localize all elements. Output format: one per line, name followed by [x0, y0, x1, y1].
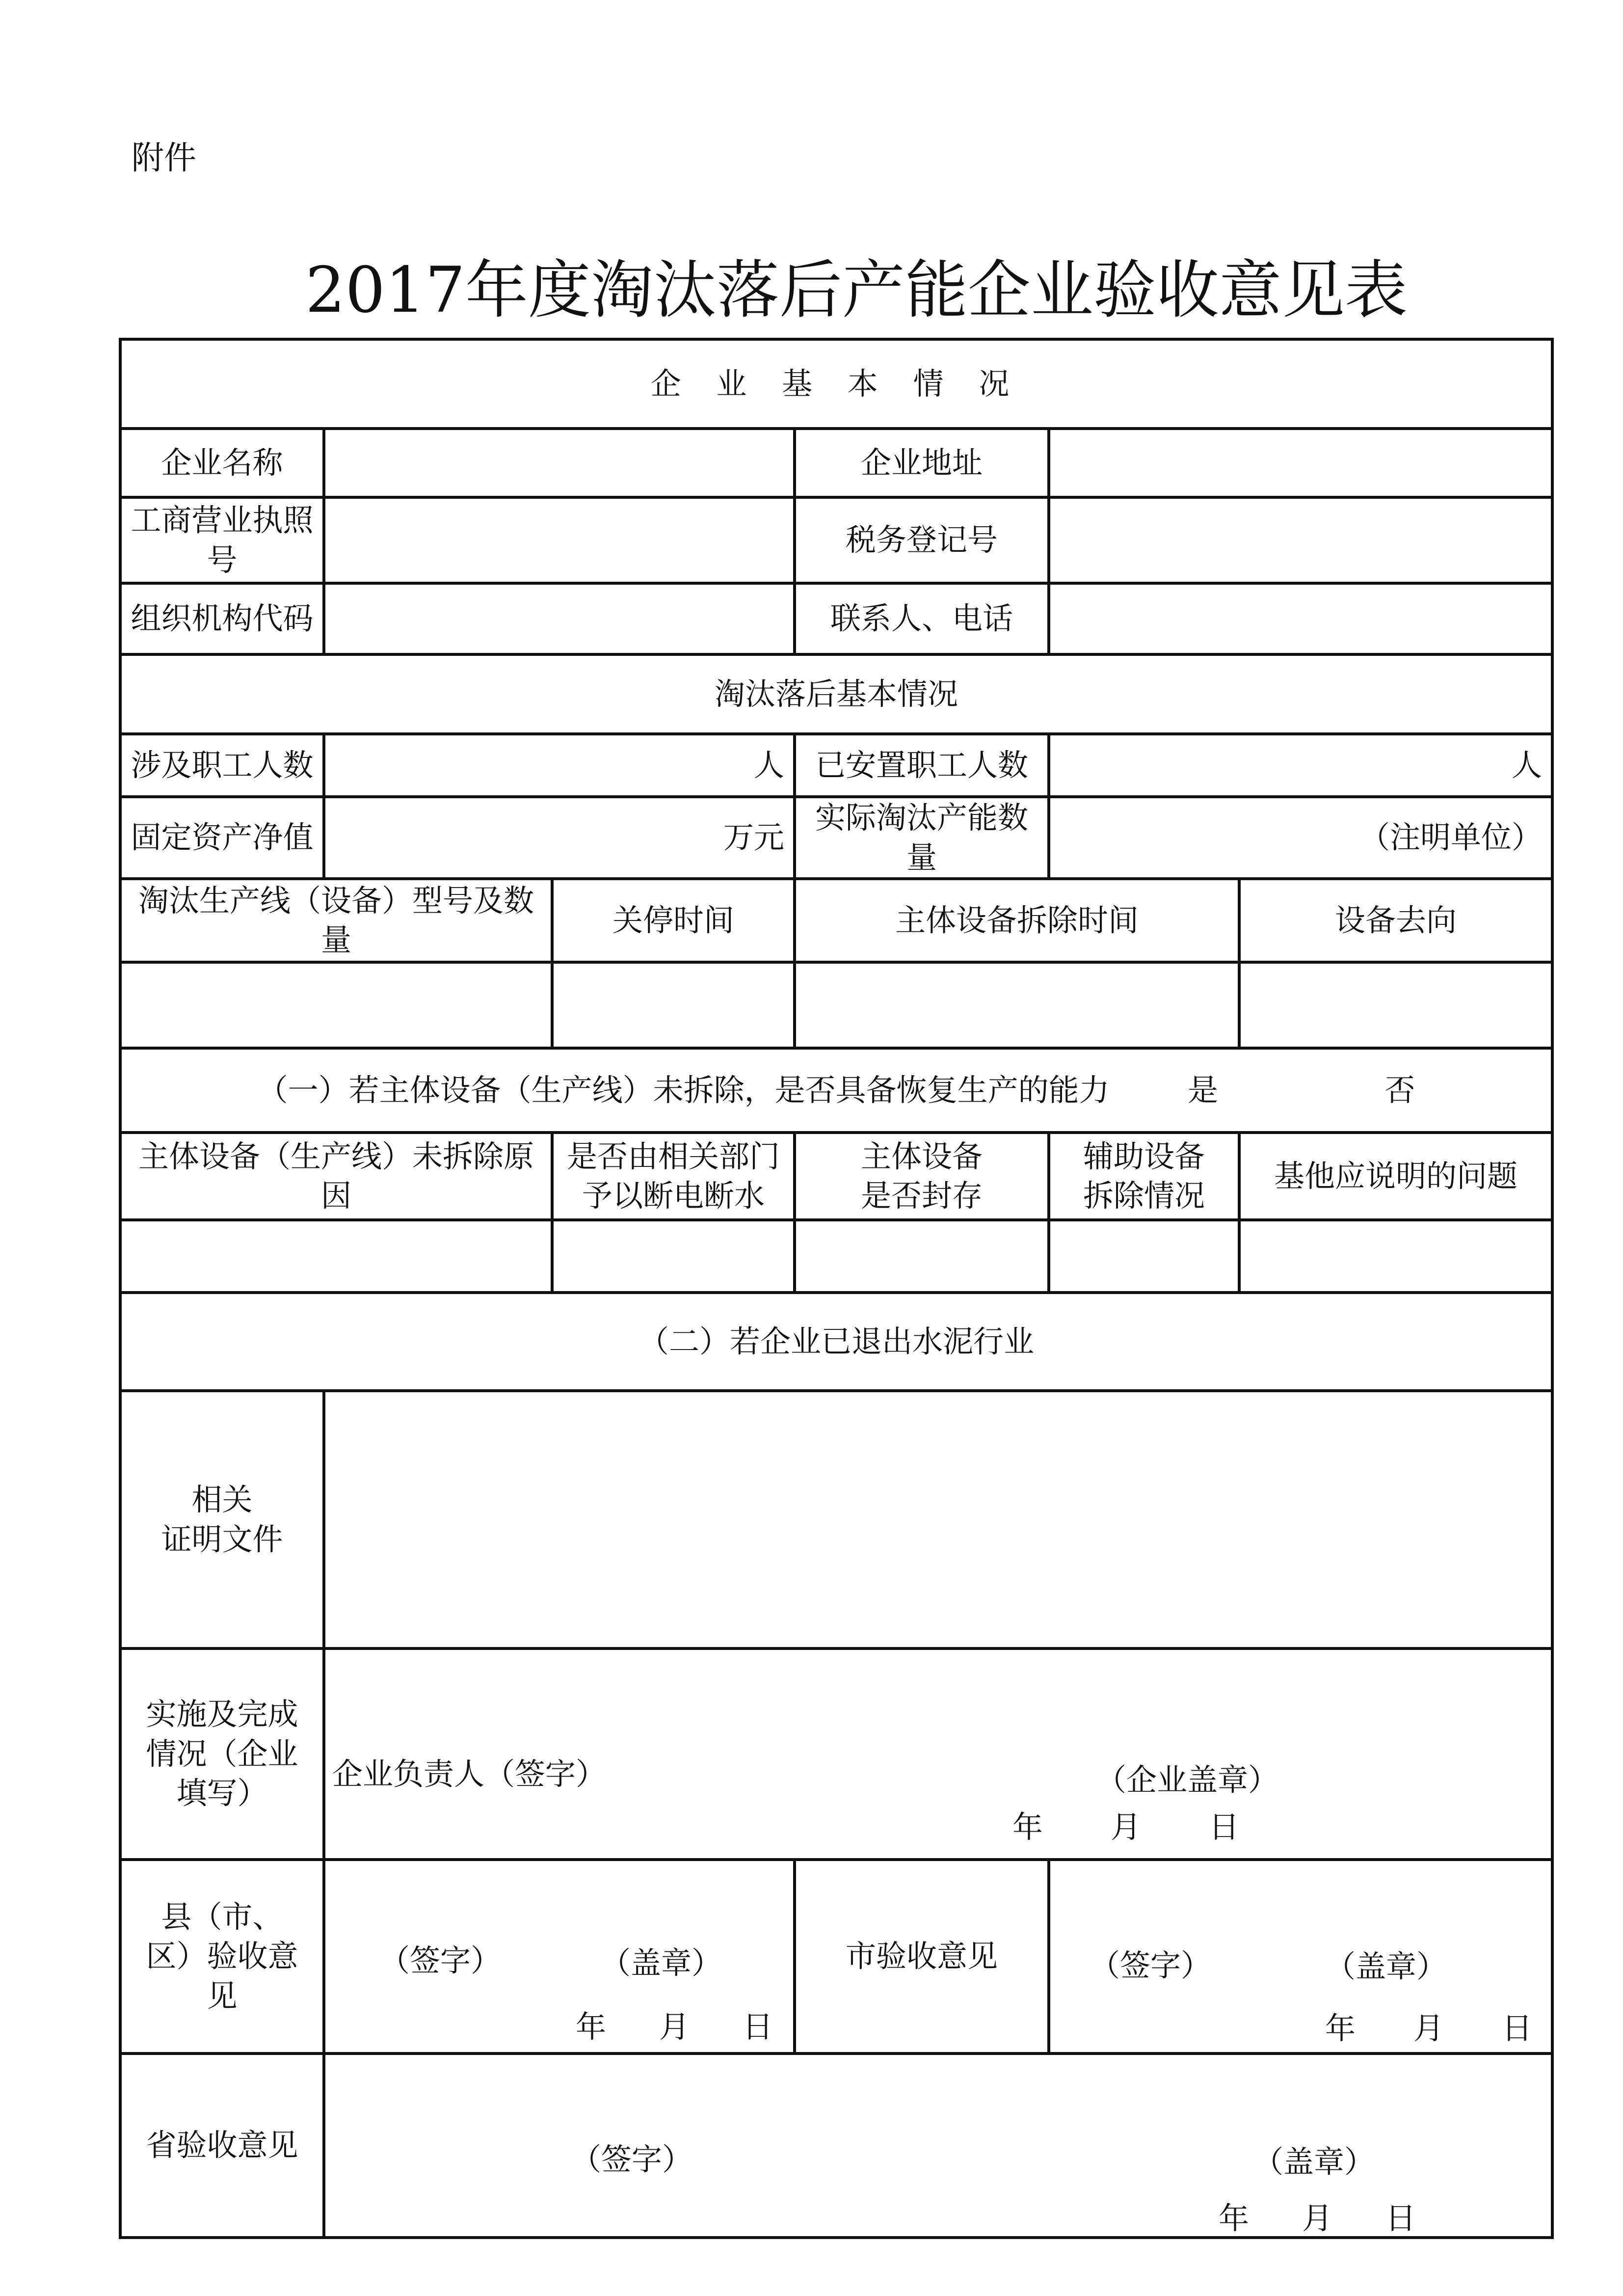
input-equipment-destination[interactable]: [1239, 962, 1552, 1048]
input-aux-equipment[interactable]: [1049, 1220, 1239, 1293]
power-water-cut-line2: 予以断电断水: [582, 1178, 765, 1214]
county-line2: 区）验收意: [146, 1938, 298, 1974]
option-no[interactable]: 否: [1384, 1072, 1415, 1108]
input-not-dismantled-reason[interactable]: [120, 1220, 552, 1293]
header-not-dismantled-reason: 主体设备（生产线）未拆除原因: [120, 1133, 552, 1220]
implementation-line3: 填写）: [176, 1775, 268, 1811]
label-supporting-docs: [120, 1391, 324, 1648]
label-actual-capacity: 实际淘汰产能数量: [795, 797, 1049, 879]
header-aux-equipment: [1049, 1133, 1239, 1220]
city-sign: （签字）: [1090, 1947, 1212, 1984]
header-equipment-destination: 设备去向: [1239, 879, 1552, 962]
input-line-model[interactable]: [120, 962, 552, 1048]
county-seal: （盖章）: [600, 1945, 722, 1981]
province-month: 月: [1302, 2200, 1333, 2237]
label-company-address: 企业地址: [795, 429, 1049, 497]
county-sign: （签字）: [379, 1943, 502, 1979]
part1-question: （一）若主体设备（生产线）未拆除，是否具备恢复生产的能力: [257, 1072, 1110, 1108]
input-power-water-cut[interactable]: [552, 1220, 795, 1293]
unit-workers-placed: 人: [1512, 747, 1543, 783]
header-line-model: 淘汰生产线（设备）型号及数量: [120, 879, 552, 962]
input-business-license[interactable]: [324, 497, 795, 583]
header-sealed: [795, 1133, 1049, 1220]
label-county-opinion: [120, 1860, 324, 2053]
section-basic-info: 企 业 基 本 情 况: [120, 339, 1552, 429]
label-org-code: 组织机构代码: [120, 583, 324, 654]
input-dismantle-time[interactable]: [795, 962, 1239, 1048]
label-workers-involved: 涉及职工人数: [120, 734, 324, 797]
implementation-line1: 实施及完成: [146, 1696, 298, 1732]
input-sealed[interactable]: [795, 1220, 1049, 1293]
label-workers-placed: 已安置职工人数: [795, 734, 1049, 797]
input-county-opinion[interactable]: [324, 1860, 795, 2053]
city-year: 年: [1325, 2010, 1356, 2047]
county-line3: 见: [207, 1977, 238, 2014]
input-shutdown-time[interactable]: [552, 962, 795, 1048]
power-water-cut-line1: 是否由相关部门: [566, 1138, 780, 1174]
impl-month: 月: [1111, 1809, 1142, 1845]
province-year: 年: [1219, 2200, 1250, 2237]
county-day: 日: [743, 2009, 773, 2045]
section-elimination-info: 淘汰落后基本情况: [120, 654, 1552, 734]
county-line1: 县（市、: [161, 1898, 283, 1935]
supporting-docs-line2: 证明文件: [161, 1521, 283, 1557]
acceptance-form: [119, 338, 1551, 2239]
aux-line1: 辅助设备: [1083, 1138, 1205, 1174]
input-fixed-assets[interactable]: [324, 797, 795, 879]
part1-question-row: [120, 1048, 1552, 1133]
county-year: 年: [576, 2009, 607, 2045]
sealed-line1: 主体设备: [860, 1138, 983, 1174]
header-shutdown-time: 关停时间: [552, 879, 795, 962]
city-day: 日: [1502, 2010, 1533, 2047]
input-province-opinion[interactable]: [324, 2053, 1552, 2238]
unit-fixed-assets: 万元: [723, 819, 784, 856]
impl-year: 年: [1012, 1809, 1043, 1845]
city-seal: （盖章）: [1325, 1948, 1447, 1985]
province-day: 日: [1385, 2200, 1416, 2237]
label-company-name: 企业名称: [120, 429, 324, 497]
label-business-license: 工商营业执照号: [120, 497, 324, 583]
responsible-signature: 企业负责人（签字）: [332, 1756, 607, 1792]
label-implementation: [120, 1648, 324, 1860]
input-city-opinion[interactable]: [1049, 1860, 1552, 2053]
label-tax-registration: 税务登记号: [795, 497, 1049, 583]
impl-day: 日: [1209, 1809, 1240, 1845]
input-org-code[interactable]: [324, 583, 795, 654]
attachment-label: 附件: [132, 139, 196, 177]
capacity-unit-note: （注明单位）: [1359, 819, 1543, 856]
input-tax-registration[interactable]: [1049, 497, 1552, 583]
input-other-issues[interactable]: [1239, 1220, 1552, 1293]
form-title: 2017年度淘汰落后产能企业验收意见表: [305, 254, 1408, 327]
input-contact[interactable]: [1049, 583, 1552, 654]
header-dismantle-time: 主体设备拆除时间: [795, 879, 1239, 962]
header-other-issues: 基他应说明的问题: [1239, 1133, 1552, 1220]
county-month: 月: [659, 2009, 690, 2045]
unit-workers: 人: [753, 747, 784, 783]
company-seal: （企业盖章）: [1096, 1762, 1279, 1798]
city-month: 月: [1413, 2010, 1444, 2047]
province-seal: （盖章）: [1253, 2144, 1375, 2180]
input-supporting-docs[interactable]: [324, 1391, 1552, 1648]
form-table: [119, 338, 1554, 2239]
part2-title: （二）若企业已退出水泥行业: [120, 1293, 1552, 1391]
input-company-address[interactable]: [1049, 429, 1552, 497]
aux-line2: 拆除情况: [1083, 1178, 1205, 1214]
input-company-name[interactable]: [324, 429, 795, 497]
supporting-docs-line1: 相关: [191, 1482, 253, 1518]
label-fixed-assets: 固定资产净值: [120, 797, 324, 879]
header-power-water-cut: [552, 1133, 795, 1220]
sealed-line2: 是否封存: [860, 1178, 983, 1214]
option-yes[interactable]: 是: [1188, 1072, 1219, 1108]
label-city-opinion: 市验收意见: [795, 1860, 1049, 2053]
input-workers-involved[interactable]: [324, 734, 795, 797]
input-implementation[interactable]: [324, 1648, 1552, 1860]
label-province-opinion: 省验收意见: [120, 2053, 324, 2238]
implementation-line2: 情况（企业: [146, 1735, 298, 1772]
input-workers-placed[interactable]: [1049, 734, 1552, 797]
label-contact: 联系人、电话: [795, 583, 1049, 654]
input-actual-capacity[interactable]: [1049, 797, 1552, 879]
province-sign: （签字）: [571, 2141, 693, 2178]
